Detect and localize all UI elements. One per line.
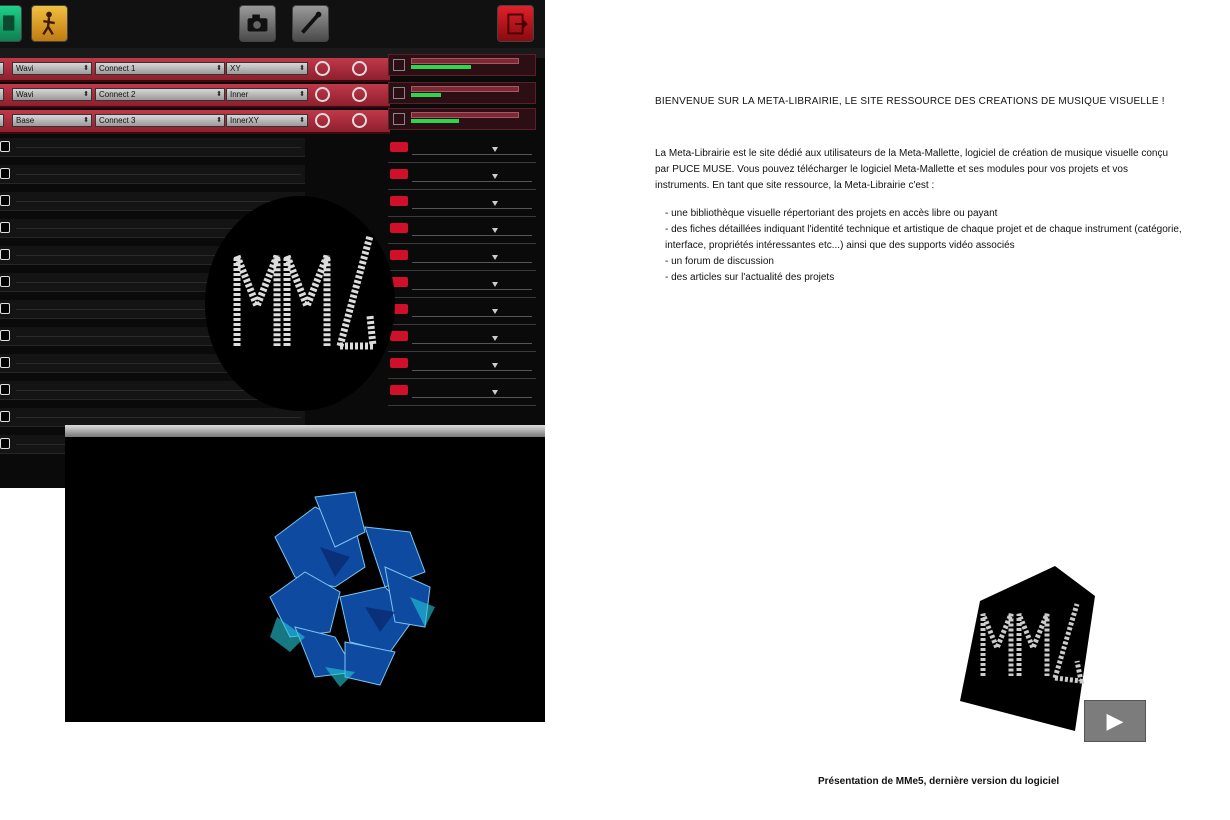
crystal-visual — [65, 437, 545, 722]
controller-select[interactable]: Connect 3 ⬍ — [95, 114, 225, 127]
row-divider — [412, 235, 532, 236]
track-checkbox[interactable] — [0, 357, 10, 368]
side-row[interactable] — [388, 354, 536, 379]
track-row-1[interactable] — [0, 58, 390, 82]
dropdown-arrow-icon[interactable] — [492, 336, 498, 341]
exit-icon — [498, 6, 533, 41]
side-row[interactable] — [388, 381, 536, 406]
record-toggle[interactable] — [390, 142, 408, 152]
camera-button[interactable] — [239, 5, 276, 42]
video-caption: Présentation de MMe5, dernière version du logiciel — [818, 776, 1060, 787]
row-divider — [412, 262, 532, 263]
level-slider[interactable] — [411, 86, 519, 92]
track-checkbox[interactable] — [0, 384, 10, 395]
video-thumbnail[interactable] — [955, 566, 1100, 731]
side-row[interactable] — [388, 219, 536, 244]
pan-knob[interactable] — [352, 87, 367, 102]
row-divider — [16, 147, 301, 148]
source-select[interactable] — [0, 62, 4, 75]
welcome-heading: BIENVENUE SUR LA META-LIBRAIRIE, LE SITE RESSOURCE DES CREATIONS DE MUSIQUE VISUELLE ! — [655, 96, 1165, 107]
controller-select[interactable]: Connect 2 ⬍ — [95, 88, 225, 101]
row-divider — [412, 397, 532, 398]
meter-toggle[interactable] — [393, 87, 405, 99]
side-row[interactable] — [388, 246, 536, 271]
feature-list — [655, 206, 1185, 286]
dropdown-arrow-icon[interactable] — [492, 228, 498, 233]
empty-track-row[interactable] — [0, 165, 305, 184]
3d-visual-viewer[interactable] — [65, 425, 545, 722]
track-checkbox[interactable] — [0, 411, 10, 422]
row-divider — [412, 181, 532, 182]
side-row[interactable] — [388, 138, 536, 163]
source-select[interactable]: Base ⬍ — [12, 114, 92, 127]
row-divider — [412, 316, 532, 317]
level-meter — [411, 65, 471, 69]
list-item: - des fiches détaillées indiquant l'identité technique et artistique de chaque projet et de chaque instrument (catégorie, interface, propriétés intéressantes etc...) ainsi que des supports vidéo associés — [665, 224, 1182, 251]
exit-button[interactable] — [497, 5, 534, 42]
app-toolbar — [0, 0, 545, 48]
side-row[interactable] — [388, 273, 536, 298]
record-toggle[interactable] — [390, 169, 408, 179]
gain-knob[interactable] — [315, 61, 330, 76]
pan-knob[interactable] — [352, 61, 367, 76]
source-select[interactable] — [0, 114, 4, 127]
walker-icon — [32, 6, 67, 41]
track-checkbox[interactable] — [0, 249, 10, 260]
side-row[interactable] — [388, 300, 536, 325]
track-checkbox[interactable] — [0, 438, 10, 449]
dropdown-arrow-icon[interactable] — [492, 147, 498, 152]
dropdown-arrow-icon[interactable] — [492, 174, 498, 179]
walker-button[interactable] — [31, 5, 68, 42]
source-select[interactable]: Wavi ⬍ — [12, 88, 92, 101]
track-row-3[interactable] — [0, 110, 390, 134]
dropdown-arrow-icon[interactable] — [492, 201, 498, 206]
dropdown-arrow-icon[interactable] — [492, 255, 498, 260]
play-icon: ▶ — [1106, 708, 1124, 733]
level-slider[interactable] — [411, 58, 519, 64]
track-checkbox[interactable] — [0, 195, 10, 206]
controller-select[interactable]: Connect 1 ⬍ — [95, 62, 225, 75]
mode-select[interactable]: Inner ⬍ — [226, 88, 308, 101]
side-row[interactable] — [388, 165, 536, 190]
list-item: - une bibliothèque visuelle répertoriant des projets en accès libre ou payant — [665, 208, 998, 219]
viewer-title-strip — [65, 425, 545, 437]
track-checkbox[interactable] — [0, 141, 10, 152]
grid-button[interactable] — [0, 5, 22, 42]
list-item[interactable]: - des articles sur l'actualité des projets — [665, 272, 835, 283]
mm-logo-graphic — [205, 196, 395, 411]
dropdown-arrow-icon[interactable] — [492, 390, 498, 395]
meter-toggle[interactable] — [393, 113, 405, 125]
wand-icon — [293, 6, 328, 41]
source-select[interactable] — [0, 88, 4, 101]
row-divider — [412, 154, 532, 155]
mode-select[interactable]: InnerXY ⬍ — [226, 114, 308, 127]
track-checkbox[interactable] — [0, 276, 10, 287]
meter-row-3[interactable] — [388, 108, 536, 130]
play-button[interactable] — [1084, 700, 1146, 742]
intro-paragraph: La Meta-Librairie est le site dédié aux utilisateurs de la Meta-Mallette, logiciel de création de musique visuelle conçu par PUCE MUSE. Vous pouvez télécharger le logiciel Meta-Mallette et ses modules pour vos projets et vos instruments. En tant que site ressource, la Meta-Librairie c'est : — [655, 148, 1169, 191]
side-row[interactable] — [388, 192, 536, 217]
level-slider[interactable] — [411, 112, 519, 118]
gain-knob[interactable] — [315, 87, 330, 102]
wand-button[interactable] — [292, 5, 329, 42]
level-meter — [411, 93, 441, 97]
track-checkbox[interactable] — [0, 168, 10, 179]
track-checkbox[interactable] — [0, 222, 10, 233]
gain-knob[interactable] — [315, 113, 330, 128]
side-row[interactable] — [388, 327, 536, 352]
source-select[interactable]: Wavi ⬍ — [12, 62, 92, 75]
track-row-2[interactable] — [0, 84, 390, 108]
track-checkbox[interactable] — [0, 330, 10, 341]
meter-row-2[interactable] — [388, 82, 536, 104]
empty-track-row[interactable] — [0, 138, 305, 157]
dropdown-arrow-icon[interactable] — [492, 363, 498, 368]
track-checkbox[interactable] — [0, 303, 10, 314]
camera-icon — [240, 6, 275, 41]
pan-knob[interactable] — [352, 113, 367, 128]
row-divider — [16, 417, 301, 418]
row-divider — [16, 174, 301, 175]
dropdown-arrow-icon[interactable] — [492, 282, 498, 287]
grid-icon — [0, 6, 21, 41]
meta-mallette-app-screenshot — [0, 0, 545, 488]
meter-row-1[interactable] — [388, 54, 536, 76]
row-divider — [412, 208, 532, 209]
mm-logo — [205, 196, 395, 411]
row-divider — [412, 343, 532, 344]
row-divider — [412, 289, 532, 290]
mode-select[interactable]: XY ⬍ — [226, 62, 308, 75]
mm-cube-logo — [955, 566, 1100, 731]
list-item[interactable]: - un forum de discussion — [665, 256, 774, 267]
row-divider — [412, 370, 532, 371]
meter-toggle[interactable] — [393, 59, 405, 71]
main-content — [655, 94, 1185, 286]
dropdown-arrow-icon[interactable] — [492, 309, 498, 314]
level-meter — [411, 119, 459, 123]
